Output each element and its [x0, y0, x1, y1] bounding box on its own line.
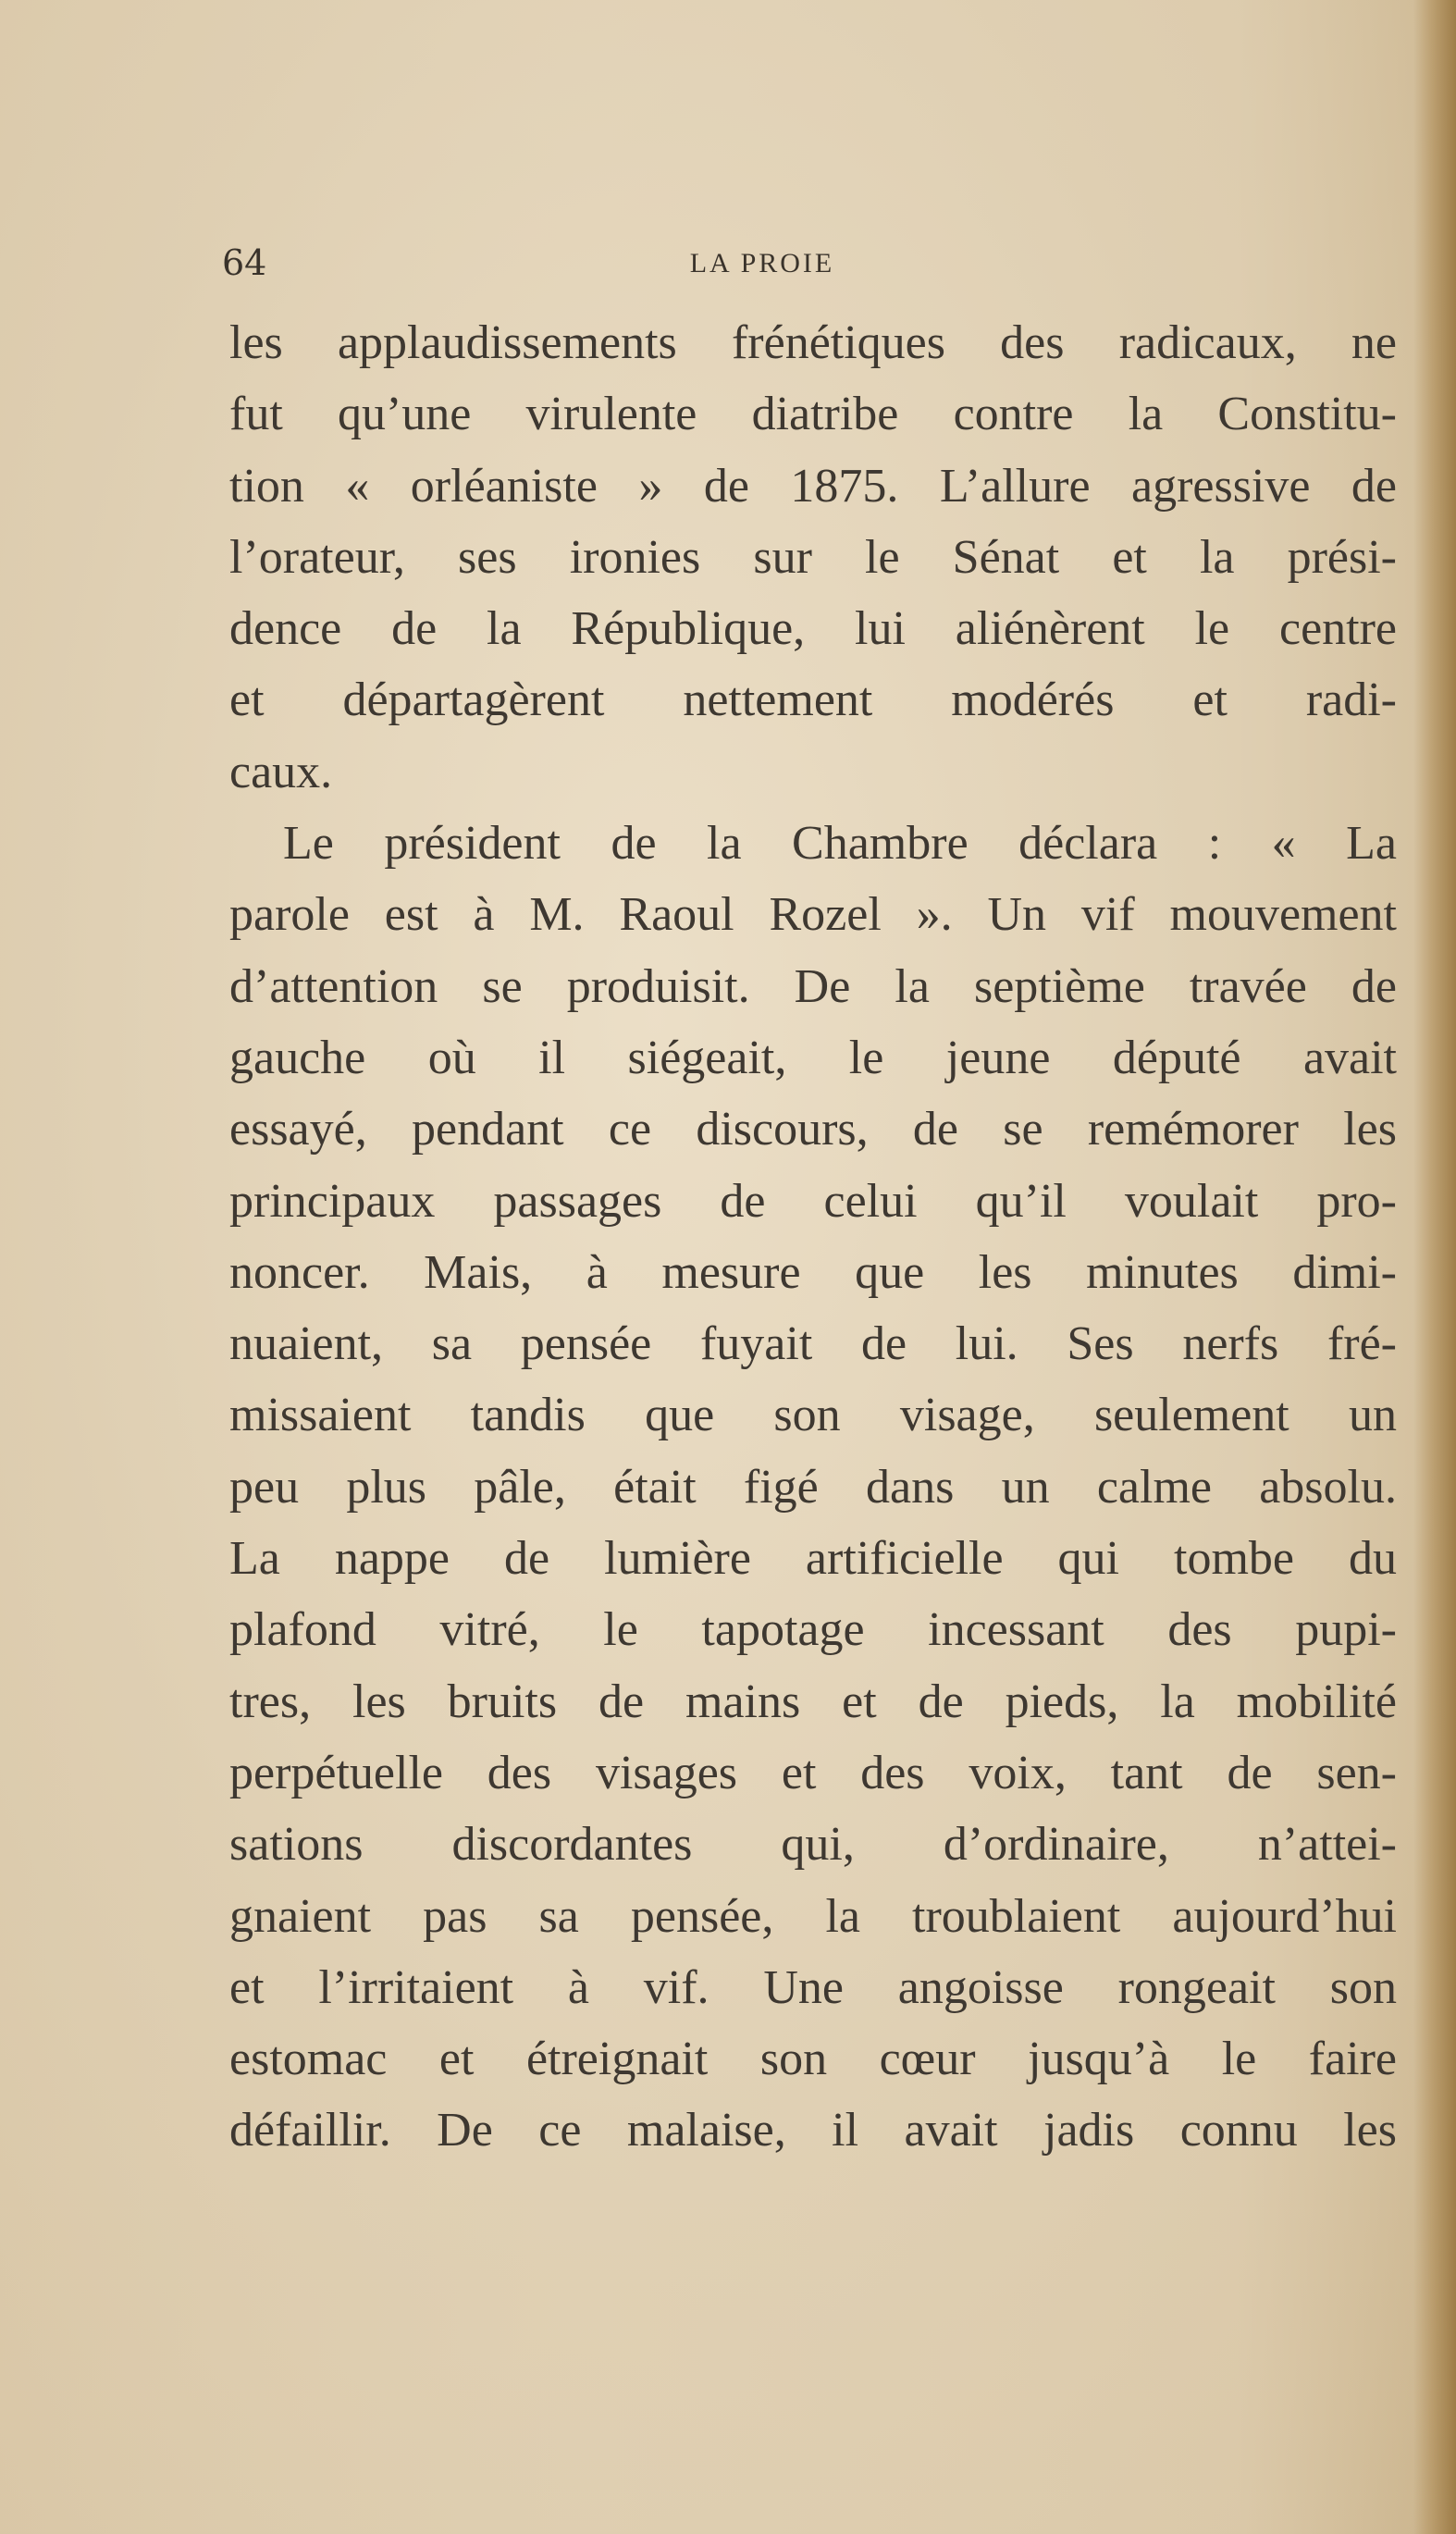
- page-header: [222, 242, 1401, 289]
- text-line: estomac et étreignait son cœur jusqu’à le faire: [229, 2033, 1397, 2086]
- text-line-paragraph-end: caux.: [229, 745, 333, 798]
- text-line: d’attention se produisit. De la septième travée de: [229, 959, 1397, 1013]
- page-edge-shadow: [1413, 0, 1456, 2534]
- text-line: gnaient pas sa pensée, la troublaient aujourd’hui: [229, 1889, 1397, 1943]
- text-line: l’orateur, ses ironies sur le Sénat et la prési-: [229, 530, 1397, 584]
- text-line: et départagèrent nettement modérés et radi-: [229, 674, 1397, 727]
- text-line: peu plus pâle, était figé dans un calme absolu.: [229, 1460, 1397, 1514]
- text-line: nuaient, sa pensée fuyait de lui. Ses nerfs fré-: [229, 1317, 1397, 1371]
- text-line: gauche où il siégeait, le jeune député avait: [229, 1031, 1397, 1084]
- text-line: fut qu’une virulente diatribe contre la Constitu-: [229, 388, 1397, 441]
- text-line: plafond vitré, le tapotage incessant des pupi-: [229, 1603, 1397, 1657]
- text-line: La nappe de lumière artificielle qui tombe du: [229, 1532, 1397, 1586]
- text-line: essayé, pendant ce discours, de se remémorer les: [229, 1103, 1397, 1156]
- text-line: perpétuelle des visages et des voix, tant de sen-: [229, 1746, 1397, 1799]
- body-text: [229, 307, 1397, 2167]
- text-line: défaillir. De ce malaise, il avait jadis connu les: [229, 2104, 1397, 2157]
- text-line: dence de la République, lui aliénèrent le centre: [229, 602, 1397, 656]
- text-line: tion « orléaniste » de 1875. L’allure agressive de: [229, 459, 1397, 513]
- text-line-paragraph-start: Le président de la Chambre déclara : « La: [283, 817, 1397, 871]
- text-line: principaux passages de celui qu’il voulait pro-: [229, 1174, 1397, 1228]
- text-line: parole est à M. Raoul Rozel ». Un vif mouvement: [229, 888, 1397, 942]
- text-line: sations discordantes qui, d’ordinaire, n’attei-: [229, 1818, 1397, 1872]
- running-title: LA PROIE: [689, 248, 835, 278]
- text-line: les applaudissements frénétiques des radicaux, ne: [229, 316, 1397, 369]
- text-line: missaient tandis que son visage, seulement un: [229, 1389, 1397, 1442]
- text-line: noncer. Mais, à mesure que les minutes dimi-: [229, 1245, 1397, 1299]
- text-line: tres, les bruits de mains et de pieds, la mobilité: [229, 1675, 1397, 1728]
- text-line: et l’irritaient à vif. Une angoisse rongeait son: [229, 1960, 1397, 2014]
- page-number: 64: [222, 242, 267, 283]
